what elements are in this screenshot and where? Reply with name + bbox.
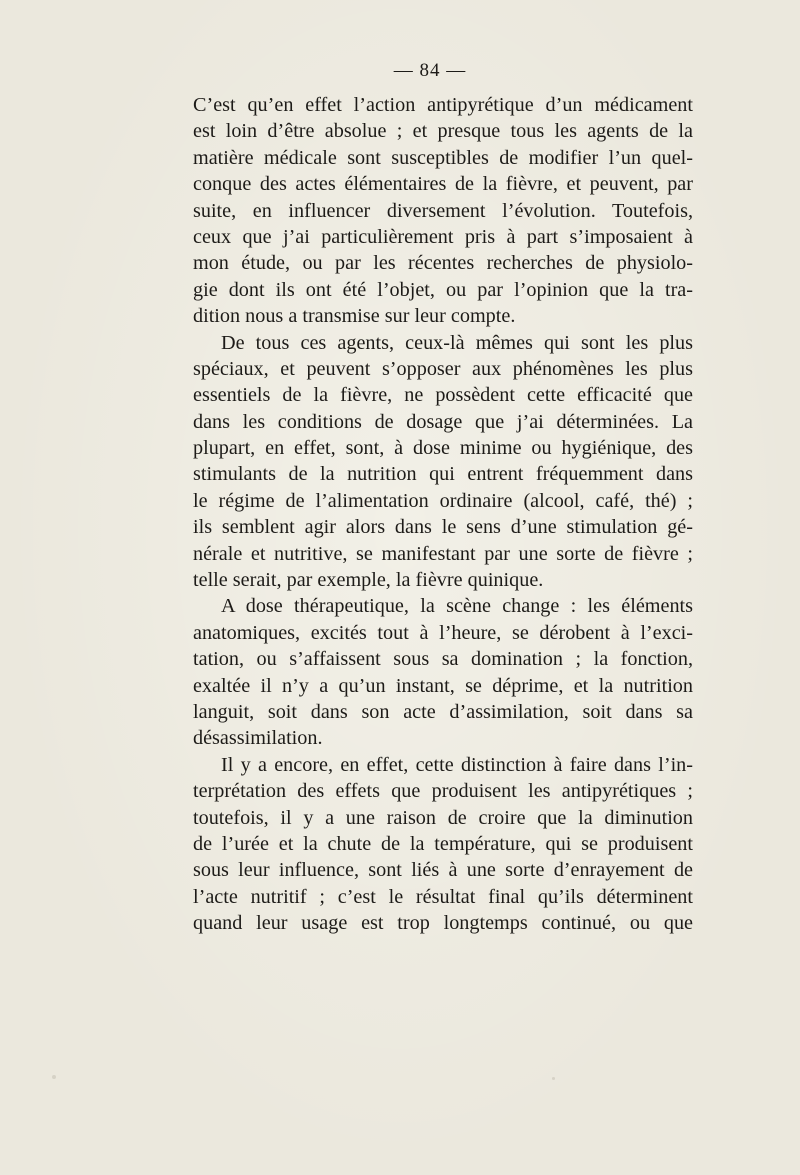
- text-line: de l’urée et la chute de la température, qui se produisent: [193, 832, 693, 855]
- text-line: dans les conditions de dosage que j’ai déterminées. La: [193, 410, 693, 433]
- paragraph: [193, 330, 693, 594]
- text-line: l’acte nutritif ; c’est le résultat final qu’ils déterminent: [193, 885, 693, 908]
- text-line: languit, soit dans son acte d’assimilation, soit dans sa: [193, 700, 693, 723]
- text-line: mon étude, ou par les récentes recherches de physiolo-: [193, 252, 693, 275]
- paragraph: [193, 92, 693, 330]
- text-line: quand leur usage est trop longtemps continué, ou que: [193, 912, 693, 935]
- text-line: nérale et nutritive, se manifestant par une sorte de fièvre ;: [193, 542, 693, 565]
- text-line: sous leur influence, sont liés à une sorte d’enrayement de: [193, 859, 693, 882]
- text-line: dition nous a transmise sur leur compte.: [193, 305, 516, 328]
- text-line: essentiels de la fièvre, ne possèdent cette efficacité que: [193, 384, 693, 407]
- paragraph: [193, 593, 693, 751]
- text-line: tation, ou s’affaissent sous sa domination ; la fonction,: [193, 648, 693, 671]
- text-line: plupart, en effet, sont, à dose minime ou hygiénique, des: [193, 437, 693, 460]
- text-line: stimulants de la nutrition qui entrent fréquemment dans: [193, 463, 693, 486]
- paper-spot: [52, 1075, 56, 1079]
- text-line: le régime de l’alimentation ordinaire (alcool, café, thé) ;: [193, 489, 693, 512]
- text-line: toutefois, il y a une raison de croire que la diminution: [193, 806, 693, 829]
- paper-spot: [552, 1077, 555, 1080]
- text-line: gie dont ils ont été l’objet, ou par l’opinion que la tra-: [193, 278, 693, 301]
- text-line: A dose thérapeutique, la scène change : les éléments: [221, 595, 693, 618]
- text-line: conque des actes élémentaires de la fièvre, et peuvent, par: [193, 173, 693, 196]
- text-line: est loin d’être absolue ; et presque tous les agents de la: [193, 120, 693, 143]
- text-line: C’est qu’en effet l’action antipyrétique d’un médicament: [193, 94, 693, 116]
- body-text: [193, 92, 693, 937]
- text-line: telle serait, par exemple, la fièvre quinique.: [193, 569, 544, 592]
- page-number: — 84 —: [393, 60, 467, 81]
- text-line: De tous ces agents, ceux-là mêmes qui sont les plus: [221, 331, 693, 354]
- text-line: spéciaux, et peuvent s’opposer aux phénomènes les plus: [193, 357, 693, 380]
- text-line: ceux que j’ai particulièrement pris à part s’imposaient à: [193, 225, 693, 248]
- text-line: anatomiques, excités tout à l’heure, se dérobent à l’exci-: [193, 621, 693, 644]
- text-line: terprétation des effets que produisent les antipyrétiques ;: [193, 780, 693, 803]
- text-line: exaltée il n’y a qu’un instant, se déprime, et la nutrition: [193, 674, 693, 697]
- text-line: Il y a encore, en effet, cette distinction à faire dans l’in-: [221, 753, 693, 776]
- paragraph: [193, 752, 693, 937]
- text-line: désassimilation.: [193, 727, 323, 750]
- text-line: suite, en influencer diversement l’évolution. Toutefois,: [193, 199, 693, 222]
- text-line: ils semblent agir alors dans le sens d’une stimulation gé-: [193, 516, 693, 539]
- text-line: matière médicale sont susceptibles de modifier l’un quel-: [193, 146, 693, 169]
